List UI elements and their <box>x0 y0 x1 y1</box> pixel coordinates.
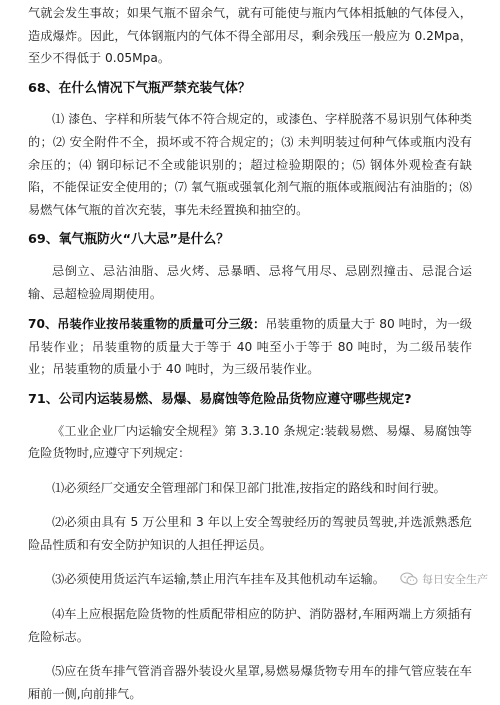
watermark-text: 每日安全生产 <box>422 573 488 586</box>
answer-71-intro: 《工业企业厂内运输安全规程》第 3.3.10 条规定:装载易燃、易爆、易腐蚀等危险货物时,应遵守下列规定： <box>28 423 472 461</box>
answer-71-item-5: ⑸应在货车排气管消音器外装设火星罩,易燃易爆货物专用车的排气管应装在车厢前一侧,向前排气。 <box>28 664 472 701</box>
question-71-heading: 71、公司内运装易燃、易爆、易腐蚀等危险品货物应遵守哪些规定? <box>28 391 412 407</box>
answer-71-item-1: ⑴必须经厂交通安全管理部门和保卫部门批准,按指定的路线和时间行驶。 <box>52 480 446 495</box>
question-69-heading: 69、氧气瓶防火“八大忌”是什么？ <box>28 232 229 248</box>
question-70-paragraph <box>28 313 472 381</box>
intro-paragraph: 气就会发生事故；如果气瓶不留余气，就有可能使与瓶内气体相抵触的气体侵入，造成爆炸。因此，气体钢瓶内的气体不得全部用尽，剩余残压一般应为 0.2Mpa，至少不得低于 0.05Mpa。 <box>28 6 472 66</box>
wechat-icon <box>400 572 418 586</box>
answer-69-paragraph: 忌倒立、忌沾油脂、忌火烤、忌暴晒、忌将气用尽、忌剧烈撞击、忌混合运输、忌超检验周期使用。 <box>28 263 472 301</box>
watermark <box>398 571 490 587</box>
question-68-heading: 68、在什么情况下气瓶严禁充装气体？ <box>28 80 251 96</box>
answer-71-item-3: ⑶必须使用货运汽车运输,禁止用汽车挂车及其他机动车运输。 <box>52 572 385 587</box>
question-70-heading: 70、吊装作业按吊装重物的质量可分三级： <box>28 317 266 332</box>
answer-68-paragraph: ⑴ 漆色、字样和所装气体不符合规定的，或漆色、字样脱落不易识别气体种类的；⑵ 安全附件不全，损坏或不符合规定的；⑶ 未判明装过何种气体或瓶内没有余压的；⑷ 钢印标记不全或能识别的；超过检验期限的；⑸ 钢体外观检查有缺陷，不能保证安全使用的；⑺ 氧气瓶或强氧化剂气瓶的瓶体或瓶阀沾有油脂的；⑻ 易燃气体气瓶的首次充装，事先未经置换和抽空的。 <box>28 112 472 217</box>
answer-71-item-4: ⑷车上应根据危险货物的性质配带相应的防护、消防器材,车厢两端上方须插有危险标志。 <box>28 607 472 644</box>
answer-71-item-2: ⑵必须由具有 5 万公里和 3 年以上安全驾驶经历的驾驶员驾驶,并选派熟悉危险品性质和有安全防护知识的人担任押运员。 <box>28 515 472 552</box>
answer-70-text: 吊装重物的质量大于 80 吨时，为一级吊装作业；吊装重物的质量大于等于 40 吨至小于等于 80 吨时，为二级吊装作业；吊装重物的质量小于 40 吨时，为三级吊装作业。 <box>28 317 472 377</box>
